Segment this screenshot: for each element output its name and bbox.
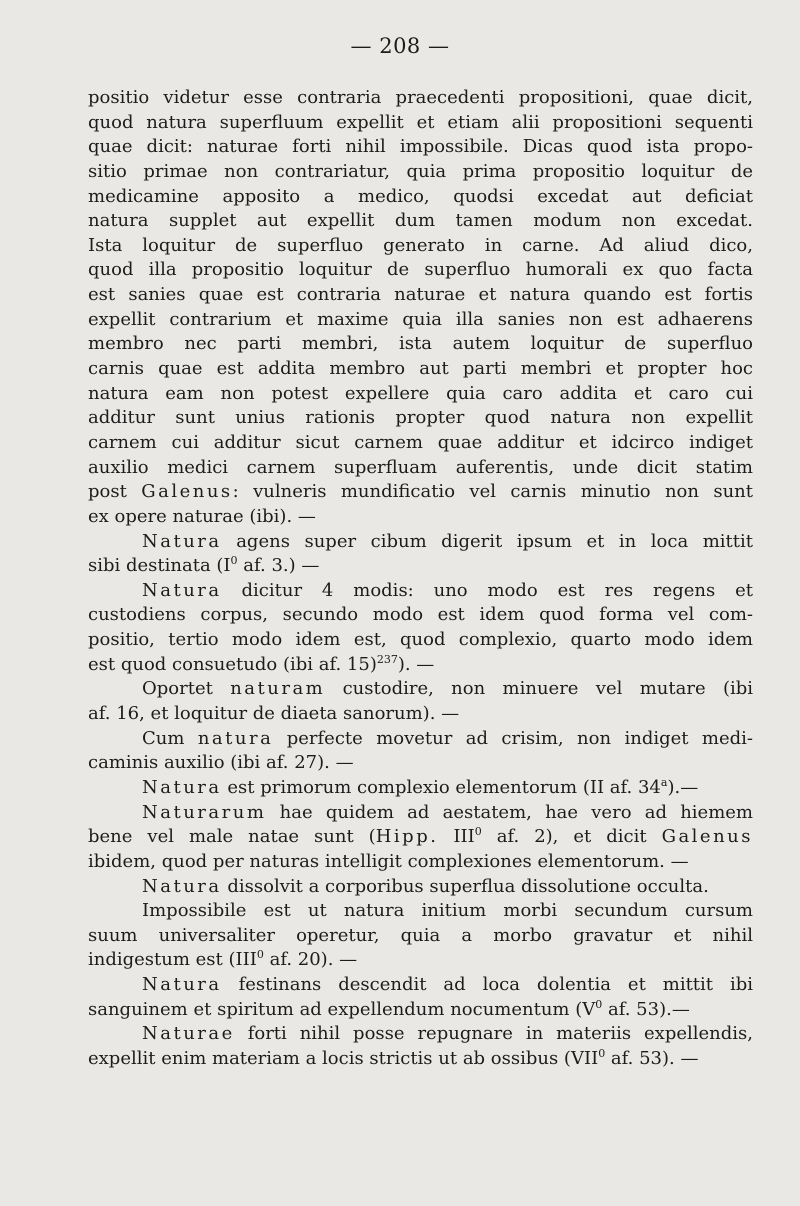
text-run: est primorum complexio elementorum (II af. 34 xyxy=(221,776,661,798)
text-line xyxy=(88,530,753,555)
text-line xyxy=(88,86,753,111)
text-line xyxy=(88,801,753,826)
superscript: 0 xyxy=(474,825,482,839)
text-run: af. 16, et loquitur de diaeta sanorum). — xyxy=(88,703,460,725)
superscript: a xyxy=(660,775,668,789)
text-run: auxilio medici carnem superfluam auferentis, unde dicit statim xyxy=(88,456,753,478)
text-run: festinans descendit ad loca dolentia et mittit ibi xyxy=(221,974,753,996)
text-run: dicitur 4 modis: uno modo est res regens et xyxy=(221,579,753,601)
text-line xyxy=(88,283,753,308)
text-run: Ista loquitur de superfluo generato in carne. Ad aliud dico, xyxy=(88,234,753,256)
text-run: af. 20). — xyxy=(263,949,358,971)
text-line xyxy=(88,431,753,456)
text-line xyxy=(88,603,753,628)
text-run: post xyxy=(88,481,142,503)
page-number: — 208 — xyxy=(350,34,450,58)
text-run: quod natura superfluum expellit et etiam alii propositioni sequenti xyxy=(88,111,753,133)
emphasized-term: Naturarum xyxy=(142,801,267,823)
text-run: Oportet xyxy=(142,678,231,700)
text-line xyxy=(88,727,753,752)
text-line xyxy=(88,258,753,283)
text-run: af. 3.) — xyxy=(237,555,320,577)
text-run: carnem cui additur sicut carnem quae additur et idcirco indiget xyxy=(88,431,753,453)
text-line xyxy=(88,924,753,949)
text-run: III xyxy=(438,826,475,848)
text-run: af. 53).— xyxy=(602,998,690,1020)
emphasized-term: Hipp. xyxy=(375,826,439,848)
superscript: 0 xyxy=(230,554,238,568)
text-run: custodiens corpus, secundo modo est idem quod forma vel com- xyxy=(88,604,753,626)
text-line xyxy=(88,751,753,776)
emphasized-term: Natura xyxy=(142,776,222,798)
text-run: expellit contrarium et maxime quia illa sanies non est adhaerens xyxy=(88,308,753,330)
text-run: expellit enim materiam a locis strictis ut ab ossibus (VII xyxy=(88,1047,599,1069)
text-run: ).— xyxy=(667,776,699,798)
text-run: sanguinem et spiritum ad expellendum nocumentum (V xyxy=(88,998,596,1020)
emphasized-term: Naturae xyxy=(142,1023,235,1045)
text-run: positio, tertio modo idem est, quod complexio, quarto modo idem xyxy=(88,629,753,651)
text-run: hae quidem ad aestatem, hae vero ad hiemem xyxy=(266,801,753,823)
text-line xyxy=(88,825,753,850)
text-line xyxy=(88,332,753,357)
text-run: suum universaliter operetur, quia a morbo gravatur et nihil xyxy=(88,924,753,946)
text-line xyxy=(88,554,753,579)
text-run: caminis auxilio (ibi af. 27). — xyxy=(88,752,354,774)
text-run: additur sunt unius rationis propter quod natura non expellit xyxy=(88,407,753,429)
text-run: indigestum est (III xyxy=(88,949,257,971)
text-line xyxy=(88,209,753,234)
text-line xyxy=(88,357,753,382)
text-line xyxy=(88,702,753,727)
text-line xyxy=(88,677,753,702)
text-line xyxy=(88,653,753,678)
text-line xyxy=(88,234,753,259)
text-run: af. 53). — xyxy=(605,1047,699,1069)
text-line xyxy=(88,776,753,801)
text-line xyxy=(88,185,753,210)
text-run: dissolvit a corporibus superflua dissolutione occulta. xyxy=(221,875,709,897)
text-line xyxy=(88,973,753,998)
text-run: natura eam non potest expellere quia caro addita et caro cui xyxy=(88,382,753,404)
text-run: carnis quae est addita membro aut parti membri et propter hoc xyxy=(88,358,753,380)
text-line xyxy=(88,875,753,900)
text-run: est sanies quae est contraria naturae et natura quando est fortis xyxy=(88,284,753,306)
text-run: custodire, non minuere vel mutare (ibi xyxy=(325,678,753,700)
text-line xyxy=(88,406,753,431)
text-line xyxy=(88,948,753,973)
emphasized-term: Natura xyxy=(142,530,222,552)
text-run: Impossibile est ut natura initium morbi secundum cursum xyxy=(142,900,753,922)
emphasized-term: naturam xyxy=(230,678,326,700)
emphasized-term: Natura xyxy=(142,875,222,897)
text-line xyxy=(88,480,753,505)
emphasized-term: Galenus xyxy=(661,826,753,848)
text-run: bene vel male natae sunt ( xyxy=(88,826,376,848)
text-run: ex opere naturae (ibi). — xyxy=(88,505,316,527)
text-run: quae dicit: naturae forti nihil impossibile. Dicas quod ista propo- xyxy=(88,136,753,158)
text-line xyxy=(88,899,753,924)
text-line xyxy=(88,135,753,160)
text-line xyxy=(88,505,753,530)
superscript: 237 xyxy=(376,652,398,666)
text-run: membro nec parti membri, ista autem loquitur de superfluo xyxy=(88,333,753,355)
text-run: quod illa propositio loquitur de superfluo humorali ex quo facta xyxy=(88,259,753,281)
text-run: perfecte movetur ad crisim, non indiget medi- xyxy=(273,727,753,749)
emphasized-term: natura xyxy=(197,727,274,749)
superscript: 0 xyxy=(595,997,603,1011)
text-line xyxy=(88,1047,753,1072)
text-line xyxy=(88,308,753,333)
text-line xyxy=(88,111,753,136)
text-run: af. 2), et dicit xyxy=(481,826,662,848)
text-run: Cum xyxy=(142,727,198,749)
body-text xyxy=(88,86,753,1072)
text-line xyxy=(88,382,753,407)
text-run: ). — xyxy=(397,653,435,675)
text-run: : vulneris mundificatio vel carnis minutio non sunt xyxy=(232,481,753,503)
superscript: 0 xyxy=(256,948,264,962)
text-line xyxy=(88,1022,753,1047)
superscript: 0 xyxy=(598,1046,606,1060)
text-line xyxy=(88,998,753,1023)
text-line xyxy=(88,628,753,653)
text-run: medicamine apposito a medico, quodsi excedat aut deficiat xyxy=(88,185,753,207)
text-run: forti nihil posse repugnare in materiis expellendis, xyxy=(234,1023,753,1045)
text-run: sibi destinata (I xyxy=(88,555,231,577)
emphasized-term: Natura xyxy=(142,974,222,996)
emphasized-term: Galenus xyxy=(141,481,233,503)
emphasized-term: Natura xyxy=(142,579,222,601)
text-run: sitio primae non contrariatur, quia prima propositio loquitur de xyxy=(88,160,753,182)
text-line xyxy=(88,850,753,875)
text-run: positio videtur esse contraria praecedenti propositioni, quae dicit, xyxy=(88,87,753,108)
text-run: natura supplet aut expellit dum tamen modum non excedat. xyxy=(88,210,753,232)
text-run: ibidem, quod per naturas intelligit complexiones elementorum. — xyxy=(88,850,689,872)
text-line xyxy=(88,160,753,185)
text-run: est quod consuetudo (ibi af. 15) xyxy=(88,653,377,675)
text-line xyxy=(88,456,753,481)
text-line xyxy=(88,579,753,604)
text-run: agens super cibum digerit ipsum et in loca mittit xyxy=(221,530,753,552)
